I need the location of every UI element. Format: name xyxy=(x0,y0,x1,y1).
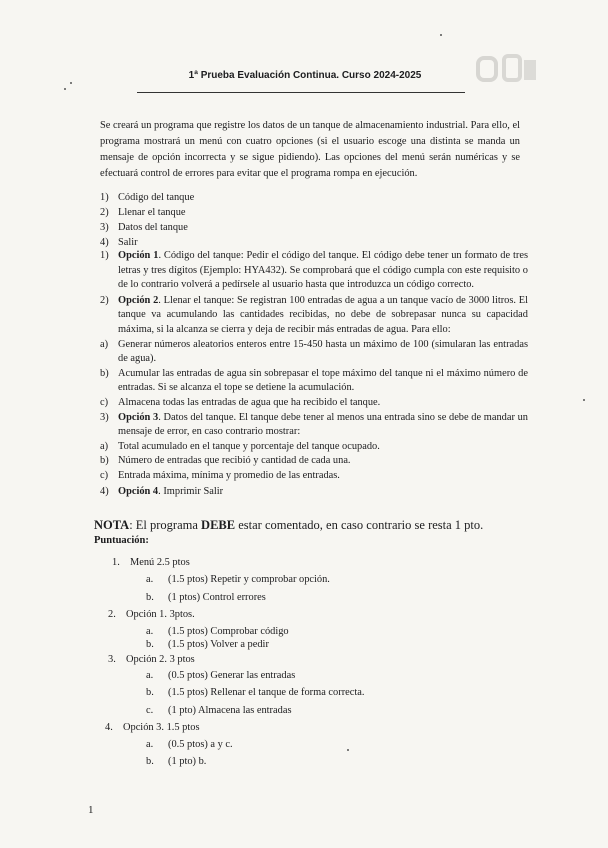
option-title: Opción 1 xyxy=(118,250,159,261)
option-text: . Código del tanque: Pedir el código del tanque. El código debe tener un formato de tres letras y tres dígitos (Ejemplo: HYA432). Se comprobará que el código cumpla con este requisito o de lo contrario volverá a pedírsele al usuario hasta que introduzca un código correcto. xyxy=(118,250,528,291)
sub-item xyxy=(100,338,528,367)
scoring-sub-letter: b. xyxy=(146,592,154,603)
list-label: Llenar el tanque xyxy=(118,207,186,218)
scoring-sub-item xyxy=(146,592,266,603)
list-item xyxy=(100,235,520,250)
option-title: Opción 2 xyxy=(118,294,159,306)
list-label: Datos del tanque xyxy=(118,222,188,233)
note-text-post: estar comentado, en caso contrario se resta 1 pto. xyxy=(235,518,484,532)
scoring-item xyxy=(108,609,195,620)
option-text: . Llenar el tanque: Se registran 100 entradas de agua a un tanque vacío de 3000 litros. El tanque va acumulando las cantidades recibidas, no debe de sobrepasar nunca su capacidad máxima, si la alcanza se cierra y deja de recibir más entradas de agua. Para ello: xyxy=(118,294,528,335)
scan-speck xyxy=(70,82,72,84)
option-number: 4) xyxy=(100,485,109,497)
scoring-sub-item xyxy=(146,639,269,650)
sub-item xyxy=(100,367,528,396)
option-4-block xyxy=(100,485,528,500)
scoring-sub-item xyxy=(146,626,289,637)
option-title: Opción 3 xyxy=(118,411,159,423)
option-number: 3) xyxy=(100,411,109,423)
scoring-sub-letter: a. xyxy=(146,670,154,681)
scoring-sub-item xyxy=(146,756,206,767)
scoring-number: 1. xyxy=(112,557,120,568)
scoring-sub-text: (1.5 ptos) Repetir y comprobar opción. xyxy=(168,574,330,585)
scoring-sub-text: (1.5 ptos) Comprobar código xyxy=(168,626,289,637)
sub-item xyxy=(100,440,528,455)
sub-item xyxy=(100,396,528,411)
scoring-sub-text: (1 pto) Almacena las entradas xyxy=(168,705,292,716)
list-label: Código del tanque xyxy=(118,192,195,203)
option-text: . Imprimir Salir xyxy=(158,485,224,497)
scoring-label: Opción 1. 3ptos. xyxy=(126,609,195,620)
scoring-label: Opción 2. 3 ptos xyxy=(126,654,195,665)
sub-text: Entrada máxima, mínima y promedio de las entradas. xyxy=(118,469,340,481)
option-3-block xyxy=(100,411,528,440)
scan-speck xyxy=(347,749,349,751)
sub-letter: c) xyxy=(100,396,109,408)
scoring-sub-item xyxy=(146,739,233,750)
sub-letter: b) xyxy=(100,367,109,379)
note-emphasis: DEBE xyxy=(201,518,236,532)
scoring-sub-letter: b. xyxy=(146,639,154,650)
scoring-sub-letter: a. xyxy=(146,574,154,585)
scoring-sub-letter: a. xyxy=(146,739,154,750)
option-number: 2) xyxy=(100,294,109,306)
option-descriptions xyxy=(100,249,528,499)
scoring-sub-item xyxy=(146,687,364,698)
page-number: 1 xyxy=(88,804,94,816)
faded-logo-watermark xyxy=(470,48,542,88)
scoring-title: Puntuación: xyxy=(94,535,149,546)
menu-options-list xyxy=(100,190,520,250)
page-title: 1ª Prueba Evaluación Continua. Curso 2024-2025 xyxy=(188,70,422,81)
scoring-item xyxy=(112,557,190,568)
scan-speck xyxy=(583,399,585,401)
sub-letter: c) xyxy=(100,469,109,481)
scan-speck xyxy=(64,88,66,90)
sub-text: Total acumulado en el tanque y porcentaje del tanque ocupado. xyxy=(118,440,380,452)
scoring-sub-text: (0.5 ptos) Generar las entradas xyxy=(168,670,296,681)
title-underline xyxy=(137,92,465,93)
list-number: 4) xyxy=(100,237,109,248)
scoring-sub-letter: b. xyxy=(146,756,154,767)
list-item xyxy=(100,220,520,235)
scoring-sub-text: (1 pto) b. xyxy=(168,756,207,767)
scoring-number: 4. xyxy=(105,722,113,733)
scan-speck xyxy=(440,34,442,36)
sub-text: Número de entradas que recibió y cantidad de cada una. xyxy=(118,455,351,467)
option-title: Opción 4 xyxy=(118,485,159,497)
note-text-pre: : El programa xyxy=(129,518,202,532)
scoring-sub-text: (1.5 ptos) Rellenar el tanque de forma correcta. xyxy=(168,687,365,698)
scoring-sub-letter: c. xyxy=(146,705,154,716)
scoring-label: Opción 3. 1.5 ptos xyxy=(123,722,200,733)
scoring-number: 2. xyxy=(108,609,116,620)
scoring-sub-text: (1.5 ptos) Volver a pedir xyxy=(168,639,269,650)
sub-text: Almacena todas las entradas de agua que ha recibido el tanque. xyxy=(118,396,381,408)
list-number: 1) xyxy=(100,192,109,203)
list-number: 2) xyxy=(100,207,109,218)
sub-letter: a) xyxy=(100,338,109,350)
scoring-sub-item xyxy=(146,574,330,585)
scoring-sub-item xyxy=(146,705,292,716)
sub-text: Generar números aleatorios enteros entre 15-450 hasta un máximo de 100 (simularan las entradas de agua). xyxy=(118,338,528,365)
scoring-sub-letter: a. xyxy=(146,626,154,637)
note-line xyxy=(94,518,534,533)
scoring-number: 3. xyxy=(108,654,116,665)
note-label: NOTA xyxy=(94,518,130,532)
option-text: . Datos del tanque. El tanque debe tener al menos una entrada sino se debe de mandar un mensaje de error, en caso contrario mostrar: xyxy=(118,411,528,438)
sub-text: Acumular las entradas de agua sin sobrepasar el tope máximo del tanque ni el máximo número de entradas. Si se alcanza el tope se detiene la acumulación. xyxy=(118,367,528,394)
scoring-label: Menú 2.5 ptos xyxy=(130,557,190,568)
list-item xyxy=(100,190,520,205)
scoring-item xyxy=(108,654,195,665)
scoring-sub-text: (0.5 ptos) a y c. xyxy=(168,739,233,750)
intro-paragraph: Se creará un programa que registre los datos de un tanque de almacenamiento industrial. Para ello, el programa mostrará un menú con cuatro opciones (si el usuario escoge una distinta se manda un mensaje de opción incorrecta y se sigue pidiendo). Las opciones del menú serán numéricas y se efectuará control de errores para evitar que el programa rompa en ejecución. xyxy=(100,120,520,179)
sub-item xyxy=(100,469,528,484)
option-2-block xyxy=(100,294,528,338)
sub-letter: b) xyxy=(100,455,109,467)
list-number: 3) xyxy=(100,222,109,233)
scoring-sub-text: (1 ptos) Control errores xyxy=(168,592,266,603)
sub-item xyxy=(100,454,528,469)
scoring-sub-letter: b. xyxy=(146,687,154,698)
option-1-block xyxy=(100,249,528,293)
scoring-item xyxy=(105,722,199,733)
sub-letter: a) xyxy=(100,440,109,452)
list-label: Salir xyxy=(118,237,138,248)
scoring-sub-item xyxy=(146,670,295,681)
option-number: 1) xyxy=(100,250,109,261)
list-item xyxy=(100,205,520,220)
